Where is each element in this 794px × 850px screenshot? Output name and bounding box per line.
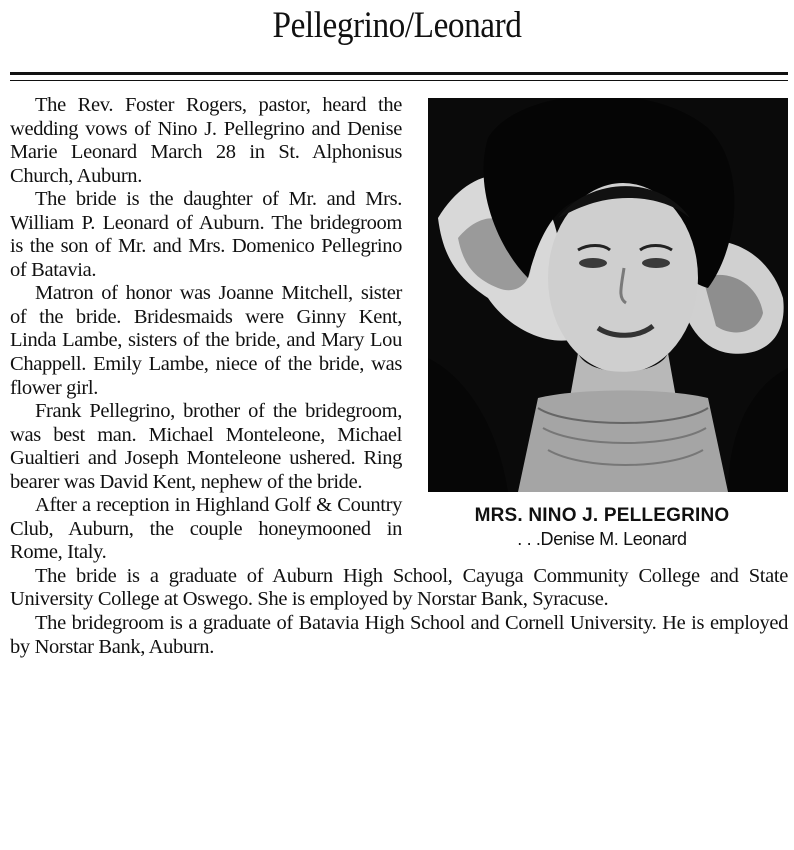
photo-caption-name: MRS. NINO J. PELLEGRINO	[474, 505, 730, 526]
article-paragraph: The bride is the daughter of Mr. and Mrs. William P. Leonard of Auburn. The bridegroom is the son of Mr. and Mrs. Domenico Pellegrino of Batavia.	[10, 188, 402, 281]
headline: Pellegrino/Leonard	[272, 5, 522, 46]
article-paragraph: Frank Pellegrino, brother of the bridegroom, was best man. Michael Monteleone, Michael Gualtieri and Joseph Monteleone ushered. Ring bearer was David Kent, nephew of the bride.	[10, 400, 402, 493]
bride-portrait-photo	[428, 98, 788, 492]
article-paragraph: After a reception in Highland Golf & Country Club, Auburn, the couple honeymooned in Rome, Italy.	[10, 494, 402, 564]
photo-figure	[416, 98, 788, 550]
headline-rule-thin	[10, 80, 788, 81]
bride-portrait-illustration	[428, 98, 788, 492]
article-paragraph: The Rev. Foster Rogers, pastor, heard the wedding vows of Nino J. Pellegrino and Denise Marie Leonard March 28 in St. Alphonisus Church, Auburn.	[10, 94, 402, 187]
headline-rule-thick	[10, 72, 788, 75]
photo-caption-subtitle: . . .Denise M. Leonard	[517, 529, 687, 549]
article-paragraph: Matron of honor was Joanne Mitchell, sister of the bride. Bridesmaids were Ginny Kent, Linda Lambe, sisters of the bride, and Mary Lou Chappell. Emily Lambe, niece of the bride, was flower girl.	[10, 282, 402, 399]
article-paragraph: The bridegroom is a graduate of Batavia High School and Cornell University. He is employed by Norstar Bank, Auburn.	[10, 612, 788, 658]
article-paragraph: The bride is a graduate of Auburn High School, Cayuga Community College and State University College at Oswego. She is employed by Norstar Bank, Syracuse.	[10, 564, 788, 611]
article-body	[10, 94, 788, 659]
